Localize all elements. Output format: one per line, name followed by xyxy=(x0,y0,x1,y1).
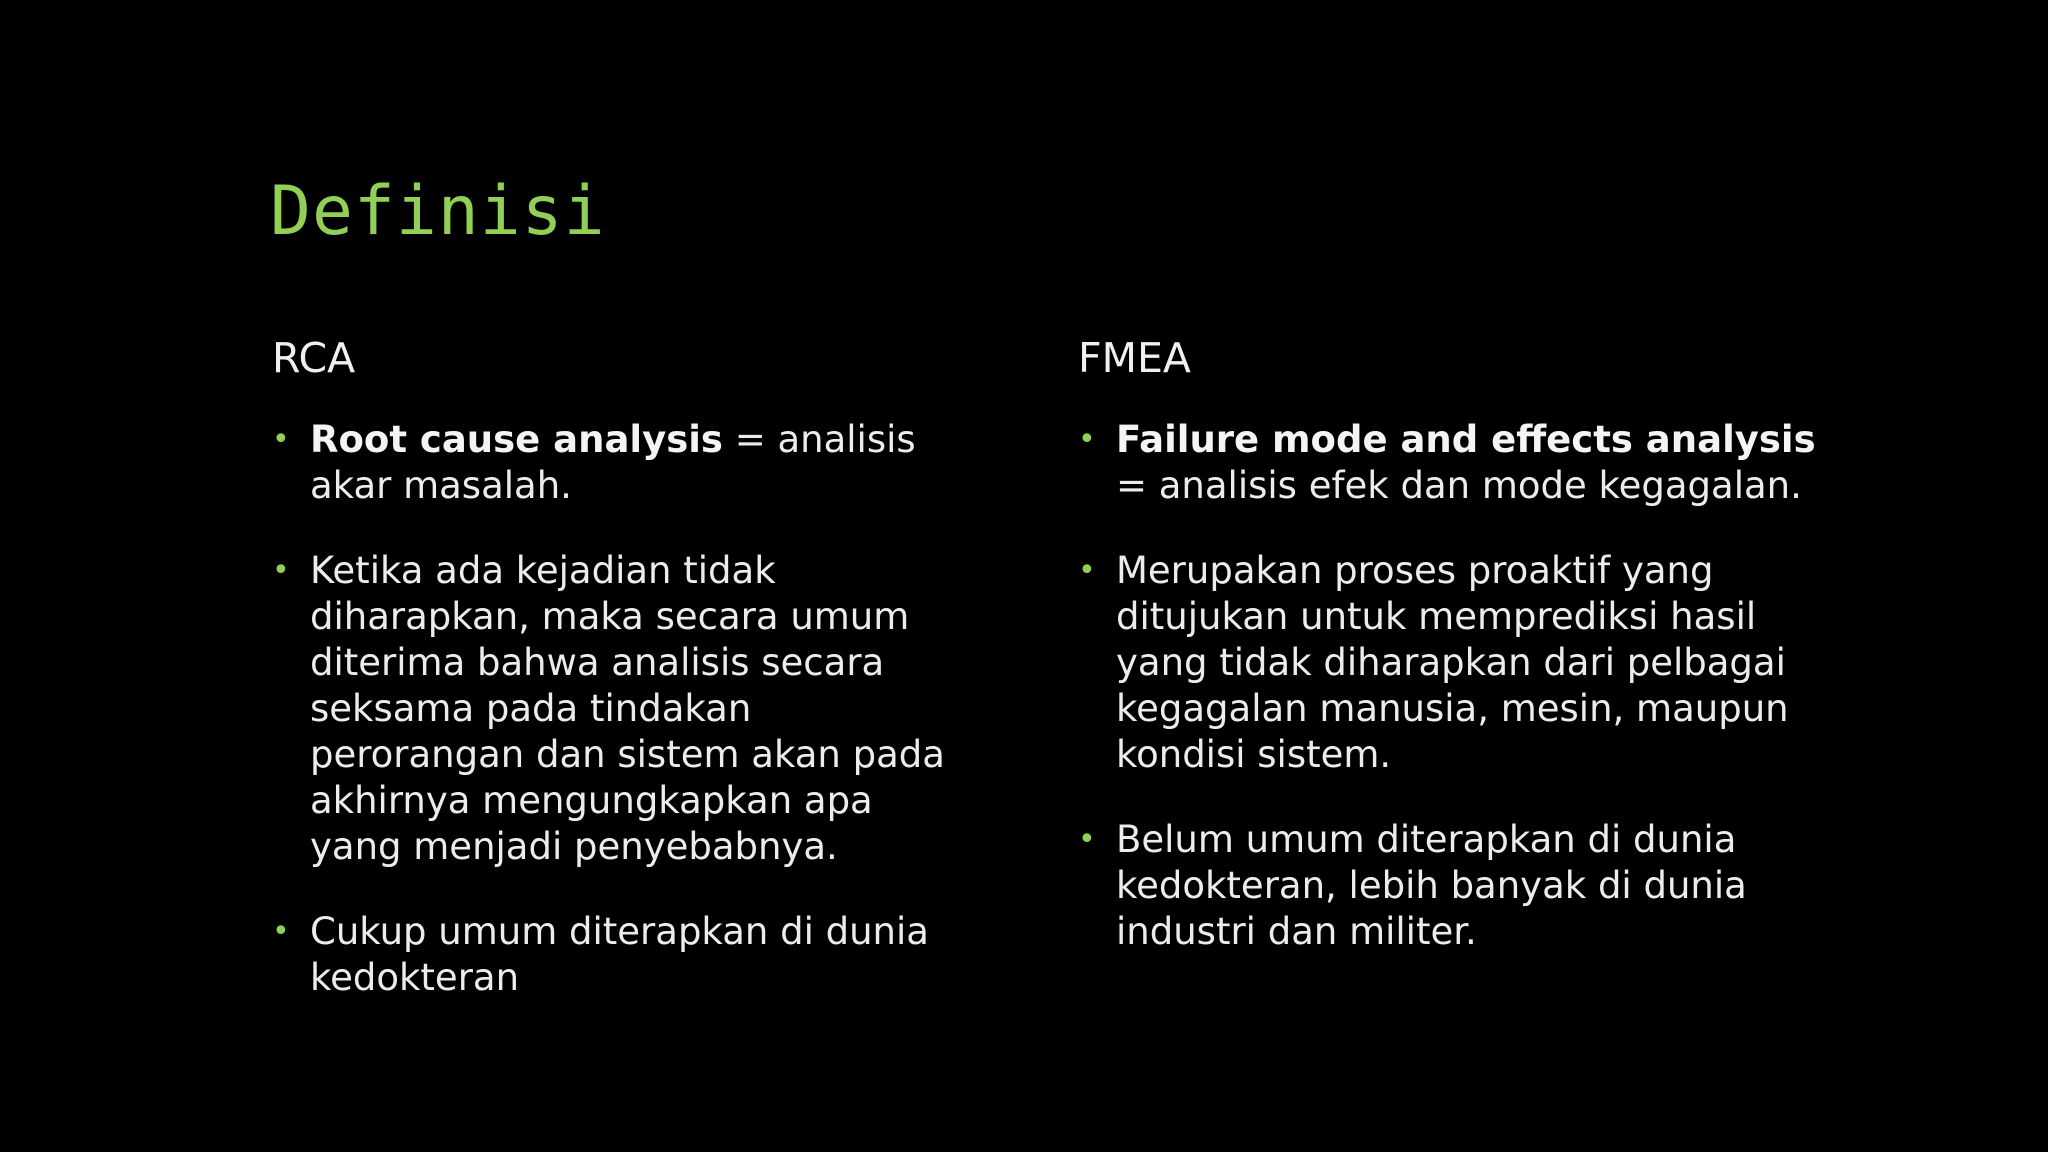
fmea-bullet-usage xyxy=(1078,817,1818,955)
fmea-bullet-description xyxy=(1078,548,1818,778)
rca-bullet-list xyxy=(272,417,972,1001)
bullet-icon: • xyxy=(272,914,290,950)
bullet-bold-term: Failure mode and effects analysis xyxy=(1116,418,1816,462)
rca-bullet-definition xyxy=(272,417,972,509)
bullet-icon: • xyxy=(272,553,290,589)
fmea-bullet-list xyxy=(1078,417,1818,955)
fmea-column xyxy=(1078,336,1818,994)
rca-bullet-usage xyxy=(272,909,972,1001)
rca-column xyxy=(272,336,972,1040)
bullet-icon: • xyxy=(1078,822,1096,858)
bullet-bold-term: Root cause analysis xyxy=(310,418,723,462)
bullet-icon: • xyxy=(272,422,290,458)
rca-heading: RCA xyxy=(272,334,356,382)
bullet-icon: • xyxy=(1078,422,1096,458)
bullet-icon: • xyxy=(1078,553,1096,589)
fmea-bullet-definition xyxy=(1078,417,1818,509)
bullet-text: Merupakan proses proaktif yang ditujukan untuk memprediksi hasil yang tidak diharapkan dari pelbagai kegagalan manusia, mesin, maupun kondisi sistem. xyxy=(1116,549,1789,777)
fmea-heading: FMEA xyxy=(1078,334,1191,382)
bullet-text: Ketika ada kejadian tidak diharapkan, maka secara umum diterima bahwa analisis secara seksama pada tindakan perorangan dan sistem akan pada akhirnya mengungkapkan apa yang menjadi penyebabnya. xyxy=(310,549,945,869)
bullet-text: Belum umum diterapkan di dunia kedokteran, lebih banyak di dunia industri dan militer. xyxy=(1116,818,1747,954)
bullet-text: Cukup umum diterapkan di dunia kedokteran xyxy=(310,910,929,1000)
bullet-text: = analisis efek dan mode kegagalan. xyxy=(1116,464,1802,508)
rca-bullet-description xyxy=(272,548,972,870)
bullet-text: = analisis akar masalah. xyxy=(310,418,916,508)
slide-title: Definisi xyxy=(270,172,606,251)
